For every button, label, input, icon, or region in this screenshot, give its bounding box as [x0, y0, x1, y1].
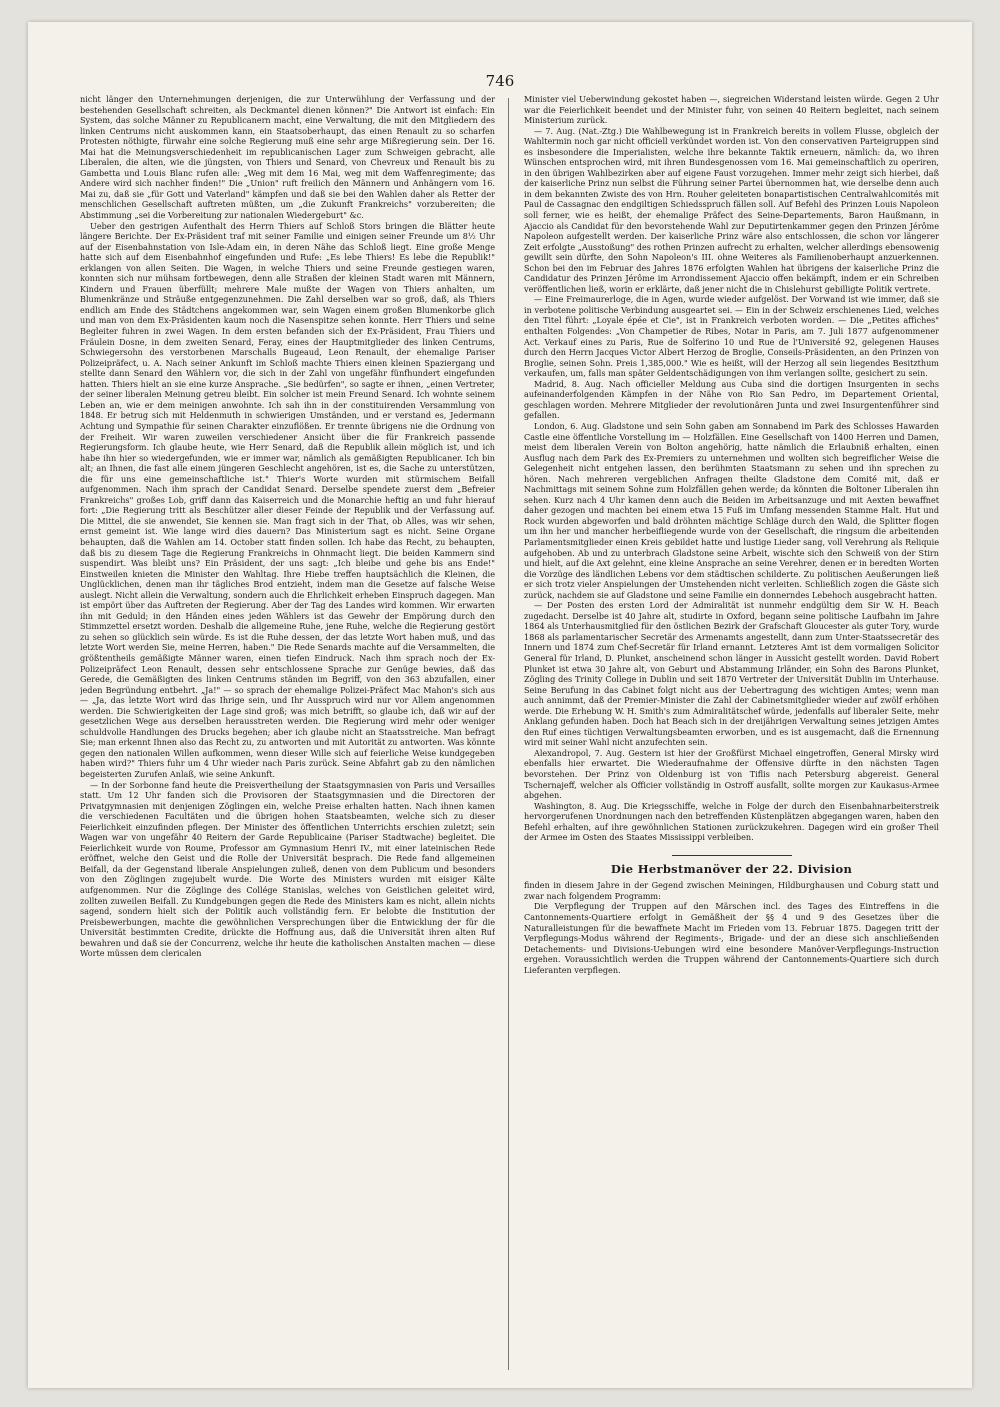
news-item-madrid: Madrid, 8. Aug. Nach officieller Meldung aus Cuba sind die dortigen Insurgenten in sechs aufeinanderfolgenden Kämpfen in der Nähe von Rio San Pedro, im Departement Oriental, geschlagen worden. Mehrere Mitglieder der revolutionären Junta und zwei Insurgentenführer sind gefallen.	[524, 378, 939, 421]
article-paragraph: — Eine Freimaurerloge, die in Agen, wurde wieder aufgelöst. Der Vorwand ist wie immer, daß sie in verbotene politische Verbindung ausgeartet sei. — Ein in der Schweiz erschienenes Lied, welches den Titel führt: „Loyale épée et Cie", ist in Frankreich verboten worden. — Die „Petites affiches" enthalten Folgendes: „Von Champetier de Ribes, Notar in Paris, am 7. Juli 1877 aufgenommener Act. Verkauf eines zu Paris, Rue de Solferino 10 und Rue de l'Université 92, gelegenen Hauses durch den Herrn Jacques Victor Albert Herzog de Broglie, Conseils-Präsidenten, an den Prinzen von Broglie, seinen Sohn. Preis 1,385,000." Wie es heißt, will der Herzog all sein liegendes Besitzthum verkaufen, um, falls man später Geldentschädigungen von ihm verlangen sollte, gesichert zu sein.	[524, 294, 939, 379]
section-paragraph: Die Verpflegung der Truppen auf den Märschen incl. des Tages des Eintreffens in die Cantonnements-Quartiere erfolgt in Gemäßheit der §§ 4 und 9 des Gesetzes über die Naturalleistungen für die bewaffnete Macht im Frieden vom 13. Februar 1875. Dagegen tritt der Verpflegungs-Modus während der Regiments-, Brigade- und der an diese sich anschließenden Detachements- und Divisions-Uebungen wird eine besondere Manöver-Verpflegungs-Instruction ergehen. Voraussichtlich werden die Truppen während der Cantonnements-Quartiere sich durch Lieferanten verpflegen.	[524, 901, 939, 975]
article-paragraph: Ueber den gestrigen Aufenthalt des Herrn Thiers auf Schloß Stors bringen die Blätter heute längere Berichte. Der Ex-Präsident traf mit seiner Familie und einigen seiner Freunde um 8½ Uhr auf der Eisenbahnstation von Isle-Adam ein, in deren Nähe das Schloß liegt. Eine große Menge hatte sich auf dem Eisenbahnhof eingefunden und Rufe: „Es lebe Thiers! Es lebe die Republik!" erklangen von allen Seiten. Die Wagen, in welche Thiers und seine Freunde gestiegen waren, konnten sich nur mühsam fortbewegen, denn alle Straßen der kleinen Stadt waren mit Männern, Kindern und Frauen überfüllt; mehrere Male mußte der Wagen von Thiers anhalten, um Blumenkränze und Sträuße entgegenzunehmen. Die Zahl derselben war so groß, daß, als Thiers endlich am Ende des Städtchens angekommen war, sein Wagen einem großen Blumenkorbe glich und man von dem Ex-Präsidenten kaum noch die Nasenspitze sehen konnte. Herr Thiers und seine Begleiter fuhren in zwei Wagen. In dem ersten befanden sich der Ex-Präsident, Frau Thiers und Fräulein Dosne, in dem zweiten Senard, Feray, eines der Hauptmitglieder des linken Centrums, Schwiegersohn des verstorbenen Marschalls Bugeaud, Leon Renault, der ehemalige Pariser Polizeipräfect, u. A. Nach seiner Ankunft im Schloß machte Thiers einen kleinen Spaziergang und stellte dann Senard den Wählern vor, die sich in der Zahl von ungefähr fünfhundert eingefunden hatten. Thiers hielt an sie eine kurze Ansprache. „Sie bedürfen", so sagte er ihnen, „einen Vertreter, der seiner liberalen Meinung getreu bleibt. Ein solcher ist mein Freund Senard. Ich wohnte seinem Leben an, wie er dem meinigen anwohnte. Ich sah ihn in der constituirenden Versammlung von 1848. Er betrug sich mit Heldenmuth in schwierigen Umständen, und er verstand es, Jedermann Achtung und Sympathie für seinen Charakter einzuflößen. Er trennte übrigens nie die Ordnung von der Freiheit. Wir waren zuweilen verschiedener Ansicht über die für Frankreich passende Regierungsform. Ich glaube heute, wie Herr Senard, daß die Republik allein möglich ist, und ich habe ihn hier so wiedergefunden, wie er immer war, nämlich als gemäßigten Republicaner. Ich bin alt; an Ihnen, die fast alle einem jüngeren Geschlecht angehören, ist es, die Sache zu unterstützen, die für uns eine gemeinschaftliche ist." Thier's Worte wurden mit stürmischem Beifall aufgenommen. Nach ihm sprach der Candidat Senard. Derselbe spendete zuerst dem „Befreier Frankreichs" großes Lob, griff dann das Kaiserreich und die Monarchie heftig an und fuhr hierauf fort: „Die Regierung tritt als Beschützer aller dieser Feinde der Republik und der Verfassung auf. Die Mittel, die sie anwendet, Sie kennen sie. Man fragt sich in der That, ob Alles, was wir sehen, ernst gemeint ist. Wie lange wird dies dauern? Das Ministerium sagt es nicht. Seine Organe behaupten, daß die Wahlen am 14. October statt finden sollen. Ich habe das Recht, zu behaupten, daß bis zu diesem Tage die Regierung Frankreichs in Ohnmacht liegt. Die beiden Kammern sind suspendirt. Was bleibt uns? Ein Präsident, der uns sagt: „Ich bleibe und gehe bis ans Ende!" Einstweilen knieten die Minister den Wahltag. Ihre Hiebe treffen hauptsächlich die Kleinen, die Unglücklichen, denen man ihr tägliches Brod entzieht, indem man die Gesetze auf falsche Weise auslegt. Nicht allein die Verwaltung, sondern auch die Ehrlichkeit erheben Einspruch dagegen. Man ist empört über das Auftreten der Regierung. Aber der Tag des Landes wird kommen. Wir erwarten ihn mit Geduld; in den Händen eines jeden Wählers ist das Gewehr der Empörung durch den Stimmzettel ersetzt worden. Deshalb die allgemeine Ruhe, jene Ruhe, welche die Regierung gestört zu sehen so glücklich sein würde. Es ist die Ruhe dessen, der das letzte Wort haben muß, und das letzte Wort werden Sie, meine Herren, haben." Die Rede Senards machte auf die Versammelten, die größtentheils gemäßigte Männer waren, einen tiefen Eindruck. Nach ihm sprach noch der Ex-Polizeipräfect Leon Renault, dessen sehr entschlossene Sprache zur Genüge bewies, daß das Gerede, die Gemäßigten des linken Centrums ständen im Begriff, von den 363 abzufallen, einer jeden Begründung entbehrt. „Ja!" — so sprach der ehemalige Polizei-Präfect Mac Mahon's sich aus — „Ja, das letzte Wort wird das Ihrige sein, und Ihr Ausspruch wird nur vor Allem angenommen werden. Die Schwierigkeiten der Lage sind groß; was mich betrifft, so glaube ich, daß wir auf der gesetzlichen Wege aus derselben herausstreten werden. Die Regierung wird mehr oder weniger schuldvolle Handlungen des Drucks begehen; aber ich glaube nicht an Staatsstreiche. Man befragt Sie; man erkennt Ihnen also das Recht zu, zu antworten und mit Autorität zu antworten. Was könnte gegen den nationalen Willen aufkommen, wenn dieser Wille sich auf feierliche Weise kundgegeben haben wird?" Thiers fuhr um 4 Uhr wieder nach Paris zurück. Seine Abfahrt gab zu den nämlichen begeisterten Zurufen Anlaß, wie seine Ankunft.	[80, 220, 495, 779]
section-heading: Die Herbstmanöver der 22. Division	[610, 861, 853, 876]
article-paragraph: — Der Posten des ersten Lord der Admiralität ist nunmehr endgültig dem Sir W. H. Beach zugedacht. Derselbe ist 40 Jahre alt, studirte in Oxford, begann seine politische Laufbahn im Jahre 1864 als Unterhausmitglied für den östlichen Bezirk der Grafschaft Gloucester als guter Tory, wurde 1868 als parlamentarischer Secretär des Armenamts angestellt, dann zum Unter-Staatssecretär des Innern und 1874 zum Chef-Secretär für Irland ernannt. Letzteres Amt ist dem vormaligen Solicitor General für Irland, D. Plunket, anscheinend schon länger in Aussicht gestellt worden. David Robert Plunket ist etwa 30 Jahre alt, von Geburt und Abstammung Irländer, ein Sohn des Barons Plunket, Zögling des Trinity College in Dublin und seit 1870 Vertreter der Universität Dublin im Unterhause. Seine Berufung in das Cabinet folgt nicht aus der Uebertragung des wichtigen Amtes; wenn man auch annimmt, daß der Premier-Minister die Zahl der Cabinetsmitglieder wieder auf zwölf erhöhen werde. Die Erhebung W. H. Smith's zum Admiralitätschef würde, jedenfalls auf liberaler Seite, mehr Anklang gefunden haben. Doch hat Beach sich in der dreijährigen Verwaltung seines jetzigen Amtes den Ruf eines tüchtigen Verwaltungsbeamten erworben, und es ist ausgemacht, daß die Ernennung wird mit seiner Wahl nicht anzufechten sein.	[524, 600, 939, 748]
right-column	[524, 94, 939, 1374]
news-item-london: London, 6. Aug. Gladstone und sein Sohn gaben am Sonnabend im Park des Schlosses Hawarden Castle eine öffentliche Vorstellung im — Holzfällen. Eine Gesellschaft von 1400 Herren und Damen, meist dem liberalen Verein von Bolton angehörig, hatte nämlich die Erlaubniß erhalten, einen Ausflug nach dem Park des Ex-Premiers zu unternehmen und wollten sich begreiflicher Weise die Gelegenheit nicht entgehen lassen, den berühmten Staatsmann zu sehen und ihn sprechen zu hören. Nach mehreren vergeblichen Anfragen theilte Gladstone dem Comité mit, daß er Nachmittags mit seinem Sohne zum Holzfällen gehen werde; da könnten die Boltoner Liberalen ihn sehen. Kurz nach 4 Uhr kamen denn auch die Beiden im Arbeitsanzuge und mit Aexten bewaffnet daher gezogen und machten bei einem etwa 15 Fuß im Umfang messenden Stamme Halt. Hut und Rock wurden abgeworfen und bald dröhnten mächtige Schläge durch den Wald, die Splitter flogen um ihn her und mancher herbeifliegende wurde von der Gesellschaft, die ringsum die arbeitenden Parlamentsmitglieder einen Kreis gebildet hatte und lustige Lieder sang, voll Verehrung als Reliquie aufgehoben. Ab und zu unterbrach Gladstone seine Arbeit, wischte sich den Schweiß von der Stirn und hielt, auf die Axt gelehnt, eine kleine Ansprache an seine Verehrer, denen er in beredten Worten die Vorzüge des ländlichen Lebens vor dem städtischen schilderte. Zu politischen Aeußerungen ließ er sich trotz vieler Anspielungen der Umstehenden nicht verleiten. Schließlich zogen die Gäste sich zurück, nachdem sie auf Gladstone und seine Familie ein donnerndes Lebehoch ausgebracht hatten.	[524, 420, 939, 600]
article-paragraph: Minister viel Ueberwindung gekostet haben —, siegreichen Widerstand leisten würde. Gegen 2 Uhr war die Feierlichkeit beendet und der Minister fuhr, von seinen 40 Reitern begleitet, nach seinem Ministerium zurück.	[524, 94, 939, 126]
section-divider	[672, 855, 792, 856]
news-item-washington: Washington, 8. Aug. Die Kriegsschiffe, welche in Folge der durch den Eisenbahnarbeiterstreik hervorgerufenen Unordnungen nach den betreffenden Küstenplätzen abgegangen waren, haben den Befehl erhalten, auf ihre gewöhnlichen Stationen zurückzukehren. Dagegen wird ein großer Theil der Armee im Osten des Staates Mississippi verbleiben.	[524, 800, 939, 843]
left-column	[80, 94, 495, 1374]
column-divider	[508, 98, 509, 1370]
article-paragraph: — In der Sorbonne fand heute die Preisvertheilung der Staatsgymnasien von Paris und Versailles statt. Um 12 Uhr fanden sich die Provisoren der Staatsgymnasien und die Directoren der Privatgymnasien mit denjenigen Zöglingen ein, welche Preise erhalten hatten. Nach ihnen kamen die verschiedenen Facultäten und die übrigen hohen Staatsbeamten, welche sich zu dieser Feierlichkeit einzufinden pflegen. Der Minister des öffentlichen Unterrichts erschien zuletzt; sein Wagen war von ungefähr 40 Reitern der Garde Republicaine (Pariser Stadtwache) begleitet. Die Feierlichkeit wurde von Roume, Professor am Gymnasium Henri IV., mit einer lateinischen Rede eröffnet, welche den Geist und die Rolle der Universität besprach. Die Rede fand allgemeinen Beifall, da der Gegenstand liberale Anspielungen zuließ, denen von dem Publicum und besonders von den Zöglingen zugejubelt wurde. Die Worte des Ministers wurden mit eisiger Kälte aufgenommen. Nur die Zöglinge des Collége Stanislas, welches von Geistlichen geleitet wird, zollten zuweilen Beifall. Zu Kundgebungen gegen die Rede des Ministers kam es nicht, allein nichts sagend, sondern hielt sich der Politik auch vollständig fern. Er belobte die Institution der Preisbewerbungen, machte die gewöhnlichen Versprechungen über die Entwicklung der für die Universität bestimmten Credite, drückte die Hoffnung aus, daß die Universität ihren alten Ruf bewahren und daß sie der Concurrenz, welche ihr heute die katholischen Anstalten machen — diese Worte müssen dem clericalen	[80, 779, 495, 959]
article-paragraph: nicht länger den Unternehmungen derjenigen, die zur Unterwühlung der Verfassung und der bestehenden Gesellschaft schreiten, als Deckmantel dienen können?" Die Antwort ist einfach: Ein System, das solche Männer zu Republicanern macht, eine Verwaltung, die mit den Mitgliedern des linken Centrums nicht auskommen kann, ein Staatsoberhaupt, das einen Renault zu so scharfen Protesten nöthigte, fürwahr eine solche Regierung muß eine sehr arge Mißregierung sein. Der 16. Mai hat die Meinungsverschiedenheit im republicanischen Lager zum Schweigen gebracht, alle Liberalen, die alten, wie die jüngsten, von Thiers und Senard, von Chevreux und Renault bis zu Gambetta und Louis Blanc rufen alle: „Weg mit dem 16 Mai, weg mit dem Waffenregimente; das Andere wird sich nachher finden!" Die „Union" ruft freilich den Männern und Anhängern vom 16. Mai zu, daß sie „für Gott und Vaterland" kämpfen und daß sie bei den Wahlen daher als Retter der menschlichen Gesellschaft auftreten müßten, um „die Zukunft Frankreichs" vorzubereiten; die Abstimmung „sei die Vorbereitung zur nationalen Wiedergeburt" &c.	[80, 94, 495, 221]
section-paragraph: finden in diesem Jahre in der Gegend zwischen Meiningen, Hildburghausen und Coburg statt und zwar nach folgendem Programm:	[524, 880, 939, 901]
page-number: 746	[485, 72, 515, 90]
news-item-alexandropol: Alexandropol, 7. Aug. Gestern ist hier der Großfürst Michael eingetroffen, General Mirsky wird ebenfalls hier erwartet. Die Wiederaufnahme der Offensive dürfte in den nächsten Tagen bevorstehen. Der Prinz von Oldenburg ist von Tiflis nach Petersburg abgereist. General Tschernajeff, welcher als Officier vollständig in Ostroff ausfallt, sollte morgen zur Kaukasus-Armee abgehen.	[524, 747, 939, 801]
article-paragraph: — 7. Aug. (Nat.-Ztg.) Die Wahlbewegung ist in Frankreich bereits in vollem Flusse, obgleich der Wahltermin noch gar nicht officiell verkündet worden ist. Von den conservativen Parteigruppen sind es insbesondere die Imperialisten, welche ihre bekannte Taktik erneuern, nämlich: da, wo ihren Wünschen entsprochen wird, mit ihren Bundesgenossen vom 16. Mai gemeinschaftlich zu operiren, in den übrigen Wahlbezirken aber auf eigene Faust vorzugehen. Immer mehr zeigt sich hierbei, daß der kaiserliche Prinz nun selbst die Führung seiner Partei übernommen hat, wie derselbe denn auch in dem bekannten Zwiste des von Hrn. Rouher geleiteten bonapartistischen Centralwahlcomités mit Paul de Cassagnac den endgiltigen Schiedsspruch fällen soll. Auf Befehl des Prinzen Louis Napoleon soll ferner, wie es heißt, der ehemalige Präfect des Seine-Departements, Baron Haußmann, in Ajaccio als Candidat für den bevorstehende Wahl zur Deputirtenkammer gegen den Prinzen Jérôme Napoleon aufgestellt werden. Der kaiserliche Prinz wäre also entschlossen, die schon vor längerer Zeit erfolgte „Ausstoßung" des rothen Prinzen aufrecht zu erhalten, welcher allerdings ebensowenig gewillt sein dürfte, den Sohn Napoleon's III. ohne Weiteres als Familienoberhaupt anzuerkennen. Schon bei den im Februar des Jahres 1876 erfolgten Wahlen hat übrigens der kaiserliche Prinz die Candidatur des Prinzen Jérôme im Arrondissement Ajaccio offen bekämpft, indem er ein Schreiben veröffentlichen ließ, worin er erklärte, daß jener nicht die in Chislehurst gebilligte Politik vertrete.	[524, 125, 939, 294]
newspaper-page	[28, 22, 972, 1388]
